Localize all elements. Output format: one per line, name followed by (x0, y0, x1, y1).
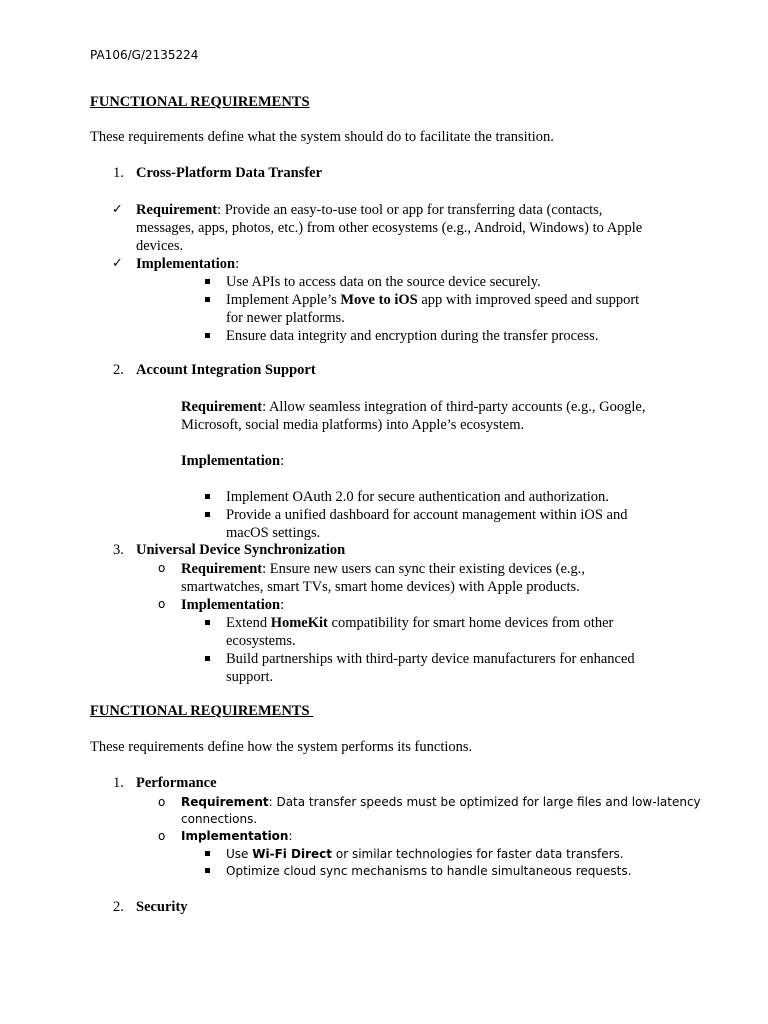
requirement-line: Microsoft, social media platforms) into Apple’s ecosystem. (181, 417, 525, 433)
square-bullet-icon (205, 868, 210, 873)
bullet-text: ecosystems. (226, 633, 296, 649)
bullet-text: support. (226, 669, 274, 685)
item-title: Performance (136, 775, 217, 791)
bullet-text: Use Wi-Fi Direct or similar technologies for faster data transfers. (226, 847, 624, 861)
document-code: PA106/G/2135224 (90, 48, 199, 62)
checkmark-icon: ✓ (112, 256, 123, 271)
bullet-text: Build partnerships with third-party device manufacturers for enhanced (226, 651, 635, 667)
item-title: Security (136, 899, 188, 915)
requirement-line: messages, apps, photos, etc.) from other ecosystems (e.g., Android, Windows) to Apple (136, 220, 643, 236)
bullet-text: Extend HomeKit compatibility for smart home devices from other (226, 615, 614, 631)
bullet-text: Implement OAuth 2.0 for secure authentication and authorization. (226, 489, 609, 505)
square-bullet-icon (205, 656, 210, 661)
implementation-label: Implementation: (181, 597, 285, 613)
circle-bullet-icon: o (158, 597, 166, 611)
circle-bullet-icon: o (158, 829, 166, 843)
square-bullet-icon (205, 494, 210, 499)
requirement-line: devices. (136, 238, 184, 254)
list-number: 2. (113, 362, 124, 378)
requirement-line: smartwatches, smart TVs, smart home devices) with Apple products. (181, 579, 580, 595)
implementation-label: Implementation: (136, 256, 240, 272)
requirement-line: connections. (181, 812, 258, 826)
section-heading-1: FUNCTIONAL REQUIREMENTS (90, 94, 310, 110)
section-heading-2: FUNCTIONAL REQUIREMENTS (90, 703, 314, 719)
bullet-text: Implement Apple’s Move to iOS app with improved speed and support (226, 292, 640, 308)
circle-bullet-icon: o (158, 561, 166, 575)
square-bullet-icon (205, 620, 210, 625)
implementation-label: Implementation: (181, 829, 293, 843)
bullet-text: Provide a unified dashboard for account management within iOS and (226, 507, 628, 523)
item-title: Cross-Platform Data Transfer (136, 165, 323, 181)
section-intro-2: These requirements define how the system performs its functions. (90, 739, 473, 755)
bullet-text: Use APIs to access data on the source device securely. (226, 274, 541, 290)
list-number: 3. (113, 542, 124, 558)
square-bullet-icon (205, 279, 210, 284)
square-bullet-icon (205, 297, 210, 302)
bullet-text: macOS settings. (226, 525, 321, 541)
requirement-line: Requirement: Allow seamless integration of third-party accounts (e.g., Google, (181, 399, 646, 415)
square-bullet-icon (205, 512, 210, 517)
section-intro-1: These requirements define what the system should do to facilitate the transition. (90, 129, 554, 145)
bullet-text: Ensure data integrity and encryption during the transfer process. (226, 328, 599, 344)
requirement-line: Requirement: Data transfer speeds must be optimized for large files and low-latency (181, 795, 701, 809)
bullet-text: Optimize cloud sync mechanisms to handle simultaneous requests. (226, 864, 632, 878)
requirement-line: Requirement: Ensure new users can sync their existing devices (e.g., (181, 561, 586, 577)
list-number: 2. (113, 899, 124, 915)
requirement-line: Requirement: Provide an easy-to-use tool or app for transferring data (contacts, (136, 202, 603, 218)
list-number: 1. (113, 775, 124, 791)
item-title: Account Integration Support (136, 362, 316, 378)
square-bullet-icon (205, 333, 210, 338)
item-title: Universal Device Synchronization (136, 542, 346, 558)
checkmark-icon: ✓ (112, 202, 123, 217)
bullet-text: for newer platforms. (226, 310, 345, 326)
circle-bullet-icon: o (158, 795, 166, 809)
implementation-label: Implementation: (181, 453, 285, 469)
square-bullet-icon (205, 851, 210, 856)
list-number: 1. (113, 165, 124, 181)
